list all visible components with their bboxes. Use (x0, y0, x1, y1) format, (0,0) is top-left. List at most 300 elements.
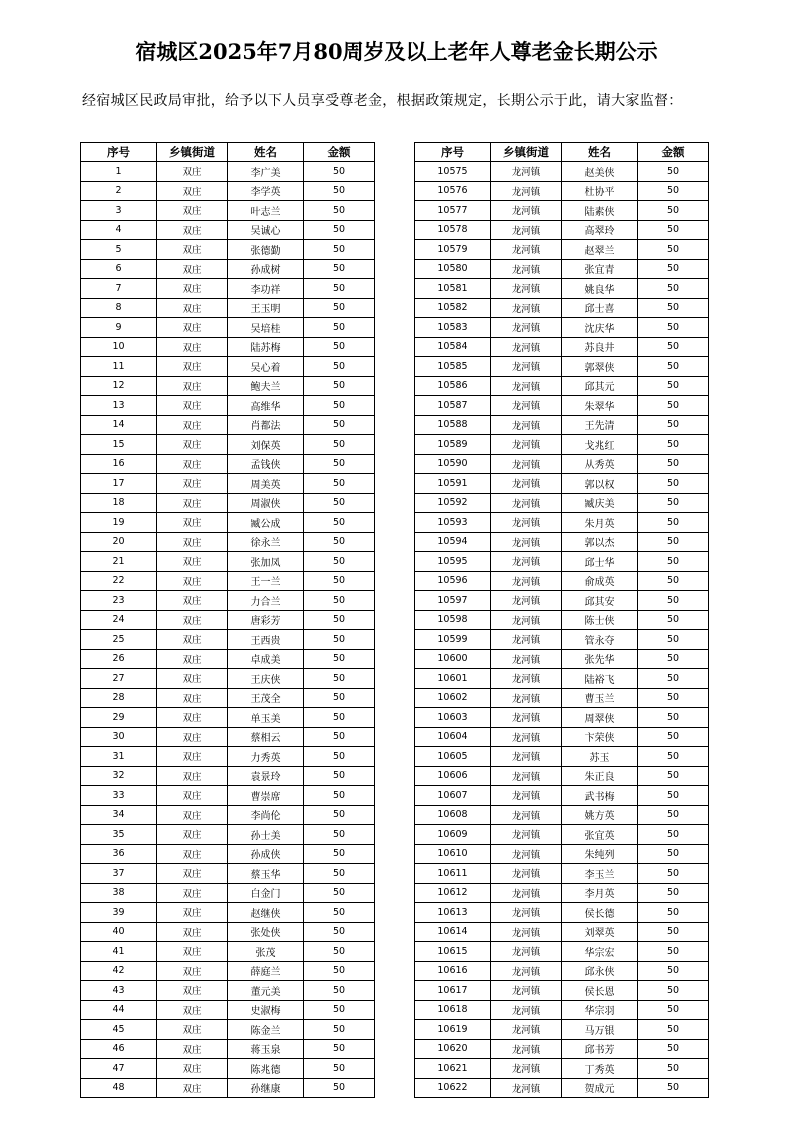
cell-name: 王茂全 (228, 688, 304, 708)
cell-serial: 10590 (415, 454, 491, 474)
table-row (415, 396, 709, 416)
table-row (81, 552, 375, 572)
cell-amount: 50 (638, 649, 709, 669)
cell-amount: 50 (304, 357, 375, 377)
cell-serial: 13 (81, 396, 157, 416)
cell-serial: 10578 (415, 220, 491, 240)
cell-town: 龙河镇 (491, 1000, 562, 1020)
cell-serial: 10599 (415, 630, 491, 650)
table-row (415, 864, 709, 884)
cell-town: 龙河镇 (491, 513, 562, 533)
cell-town: 龙河镇 (491, 864, 562, 884)
cell-town: 龙河镇 (491, 688, 562, 708)
cell-name: 武书梅 (562, 786, 638, 806)
cell-name: 唐彩芳 (228, 610, 304, 630)
table-row (415, 357, 709, 377)
cell-amount: 50 (638, 474, 709, 494)
cell-name: 李月英 (562, 883, 638, 903)
cell-amount: 50 (638, 1078, 709, 1098)
table-row (415, 513, 709, 533)
cell-name: 臧公成 (228, 513, 304, 533)
cell-town: 龙河镇 (491, 357, 562, 377)
table-row (415, 181, 709, 201)
cell-name: 周淑侠 (228, 493, 304, 513)
table-row (415, 1078, 709, 1098)
table-row (415, 376, 709, 396)
table-row (415, 162, 709, 182)
table-row (81, 571, 375, 591)
cell-name: 侯长德 (562, 903, 638, 923)
table-row (81, 1078, 375, 1098)
cell-amount: 50 (304, 493, 375, 513)
cell-serial: 7 (81, 279, 157, 299)
cell-amount: 50 (638, 864, 709, 884)
cell-amount: 50 (638, 903, 709, 923)
table-row (81, 591, 375, 611)
cell-amount: 50 (304, 825, 375, 845)
cell-town: 双庄 (157, 961, 228, 981)
header-name: 姓名 (228, 143, 304, 162)
cell-town: 龙河镇 (491, 669, 562, 689)
cell-name: 白金门 (228, 883, 304, 903)
cell-town: 双庄 (157, 181, 228, 201)
cell-serial: 10595 (415, 552, 491, 572)
table-row (415, 630, 709, 650)
cell-serial: 10588 (415, 415, 491, 435)
cell-amount: 50 (638, 454, 709, 474)
cell-town: 龙河镇 (491, 591, 562, 611)
cell-town: 双庄 (157, 201, 228, 221)
table-row (415, 571, 709, 591)
cell-town: 双庄 (157, 805, 228, 825)
cell-town: 龙河镇 (491, 318, 562, 338)
cell-amount: 50 (304, 922, 375, 942)
cell-serial: 10586 (415, 376, 491, 396)
cell-town: 双庄 (157, 552, 228, 572)
cell-amount: 50 (304, 591, 375, 611)
cell-name: 王庆侠 (228, 669, 304, 689)
cell-town: 双庄 (157, 357, 228, 377)
cell-amount: 50 (638, 747, 709, 767)
cell-town: 龙河镇 (491, 552, 562, 572)
table-header-row (81, 143, 375, 162)
cell-name: 沈庆华 (562, 318, 638, 338)
cell-serial: 10592 (415, 493, 491, 513)
cell-amount: 50 (638, 298, 709, 318)
cell-town: 双庄 (157, 435, 228, 455)
table-row (81, 220, 375, 240)
cell-name: 蔡相云 (228, 727, 304, 747)
page-title: 宿城区2025年7月80周岁及以上老年人尊老金长期公示 (135, 39, 658, 64)
table-row (81, 1020, 375, 1040)
cell-amount: 50 (638, 532, 709, 552)
cell-name: 邱士华 (562, 552, 638, 572)
table-row (81, 474, 375, 494)
cell-serial: 10620 (415, 1039, 491, 1059)
table-header-row (415, 143, 709, 162)
cell-serial: 40 (81, 922, 157, 942)
cell-amount: 50 (638, 825, 709, 845)
table-row (415, 532, 709, 552)
cell-serial: 15 (81, 435, 157, 455)
cell-serial: 17 (81, 474, 157, 494)
cell-amount: 50 (304, 961, 375, 981)
cell-serial: 10608 (415, 805, 491, 825)
table-row (81, 864, 375, 884)
table-row (415, 786, 709, 806)
cell-town: 龙河镇 (491, 649, 562, 669)
cell-town: 龙河镇 (491, 1039, 562, 1059)
cell-serial: 28 (81, 688, 157, 708)
cell-name: 张茂 (228, 942, 304, 962)
cell-amount: 50 (638, 981, 709, 1001)
table-row (81, 1039, 375, 1059)
cell-amount: 50 (638, 1000, 709, 1020)
table-row (415, 259, 709, 279)
table-row (415, 1059, 709, 1079)
header-serial: 序号 (415, 143, 491, 162)
cell-amount: 50 (638, 727, 709, 747)
cell-amount: 50 (638, 1059, 709, 1079)
cell-town: 龙河镇 (491, 1078, 562, 1098)
cell-town: 龙河镇 (491, 474, 562, 494)
cell-name: 朱翠华 (562, 396, 638, 416)
table-row (415, 279, 709, 299)
cell-amount: 50 (638, 415, 709, 435)
cell-serial: 2 (81, 181, 157, 201)
cell-name: 陆苏梅 (228, 337, 304, 357)
table-row (81, 279, 375, 299)
cell-name: 孟钱侠 (228, 454, 304, 474)
cell-serial: 10576 (415, 181, 491, 201)
cell-name: 赵继侠 (228, 903, 304, 923)
cell-serial: 44 (81, 1000, 157, 1020)
cell-name: 卞荣侠 (562, 727, 638, 747)
cell-serial: 10618 (415, 1000, 491, 1020)
table-row (81, 649, 375, 669)
cell-serial: 10582 (415, 298, 491, 318)
table-row (81, 1059, 375, 1079)
cell-town: 双庄 (157, 415, 228, 435)
table-row (81, 493, 375, 513)
cell-town: 双庄 (157, 727, 228, 747)
table-row (81, 727, 375, 747)
cell-amount: 50 (638, 357, 709, 377)
cell-serial: 10604 (415, 727, 491, 747)
table-row (81, 942, 375, 962)
cell-serial: 20 (81, 532, 157, 552)
cell-amount: 50 (304, 981, 375, 1001)
cell-name: 华宗宏 (562, 942, 638, 962)
table-row (81, 708, 375, 728)
cell-town: 双庄 (157, 786, 228, 806)
cell-town: 龙河镇 (491, 532, 562, 552)
header-town: 乡镇街道 (491, 143, 562, 162)
cell-town: 双庄 (157, 610, 228, 630)
cell-name: 张先华 (562, 649, 638, 669)
cell-serial: 14 (81, 415, 157, 435)
cell-amount: 50 (638, 805, 709, 825)
cell-serial: 23 (81, 591, 157, 611)
cell-serial: 34 (81, 805, 157, 825)
table-row (415, 825, 709, 845)
table-row (81, 318, 375, 338)
cell-name: 史淑梅 (228, 1000, 304, 1020)
cell-amount: 50 (638, 1020, 709, 1040)
cell-serial: 8 (81, 298, 157, 318)
cell-name: 力合兰 (228, 591, 304, 611)
cell-name: 王玉明 (228, 298, 304, 318)
cell-serial: 39 (81, 903, 157, 923)
cell-amount: 50 (304, 376, 375, 396)
cell-amount: 50 (304, 1059, 375, 1079)
cell-serial: 10598 (415, 610, 491, 630)
cell-name: 吴心着 (228, 357, 304, 377)
cell-town: 双庄 (157, 220, 228, 240)
cell-amount: 50 (304, 766, 375, 786)
cell-town: 双庄 (157, 1000, 228, 1020)
table-row (415, 493, 709, 513)
cell-serial: 10622 (415, 1078, 491, 1098)
cell-name: 邱永侠 (562, 961, 638, 981)
cell-serial: 43 (81, 981, 157, 1001)
cell-town: 双庄 (157, 1020, 228, 1040)
cell-name: 王一兰 (228, 571, 304, 591)
table-row (415, 649, 709, 669)
cell-amount: 50 (304, 844, 375, 864)
table-row (81, 162, 375, 182)
cell-amount: 50 (638, 591, 709, 611)
cell-serial: 10584 (415, 337, 491, 357)
cell-town: 双庄 (157, 318, 228, 338)
cell-name: 苏玉 (562, 747, 638, 767)
cell-serial: 10612 (415, 883, 491, 903)
cell-name: 赵美侠 (562, 162, 638, 182)
table-row (81, 357, 375, 377)
table-row (415, 727, 709, 747)
cell-name: 郭翠侠 (562, 357, 638, 377)
cell-town: 双庄 (157, 747, 228, 767)
cell-amount: 50 (304, 610, 375, 630)
cell-amount: 50 (638, 259, 709, 279)
table-row (81, 435, 375, 455)
cell-amount: 50 (304, 903, 375, 923)
cell-town: 双庄 (157, 766, 228, 786)
cell-serial: 10594 (415, 532, 491, 552)
cell-town: 双庄 (157, 513, 228, 533)
cell-town: 龙河镇 (491, 181, 562, 201)
table-row (415, 747, 709, 767)
table-row (415, 922, 709, 942)
cell-town: 双庄 (157, 981, 228, 1001)
table-row (415, 805, 709, 825)
table-row (81, 181, 375, 201)
cell-amount: 50 (304, 162, 375, 182)
table-row (81, 883, 375, 903)
cell-town: 龙河镇 (491, 571, 562, 591)
table-row (81, 610, 375, 630)
cell-town: 龙河镇 (491, 454, 562, 474)
cell-town: 双庄 (157, 298, 228, 318)
cell-town: 双庄 (157, 942, 228, 962)
cell-name: 曹崇席 (228, 786, 304, 806)
table-row (415, 844, 709, 864)
cell-name: 周翠侠 (562, 708, 638, 728)
cell-serial: 11 (81, 357, 157, 377)
cell-town: 龙河镇 (491, 376, 562, 396)
cell-town: 双庄 (157, 454, 228, 474)
table-row (415, 942, 709, 962)
cell-name: 张宜英 (562, 825, 638, 845)
cell-amount: 50 (638, 844, 709, 864)
cell-amount: 50 (638, 883, 709, 903)
cell-town: 龙河镇 (491, 279, 562, 299)
cell-name: 刘翠英 (562, 922, 638, 942)
cell-town: 双庄 (157, 844, 228, 864)
cell-serial: 10606 (415, 766, 491, 786)
cell-serial: 16 (81, 454, 157, 474)
cell-town: 龙河镇 (491, 903, 562, 923)
cell-name: 陈士侠 (562, 610, 638, 630)
cell-town: 双庄 (157, 240, 228, 260)
cell-name: 臧庆美 (562, 493, 638, 513)
table-row (81, 630, 375, 650)
cell-name: 李玉兰 (562, 864, 638, 884)
cell-amount: 50 (304, 1020, 375, 1040)
cell-name: 吴培桂 (228, 318, 304, 338)
roster-table-left (80, 142, 375, 1098)
cell-serial: 10583 (415, 318, 491, 338)
cell-town: 双庄 (157, 669, 228, 689)
cell-amount: 50 (304, 318, 375, 338)
cell-serial: 33 (81, 786, 157, 806)
table-row (81, 1000, 375, 1020)
cell-name: 吴诚心 (228, 220, 304, 240)
cell-name: 张处侠 (228, 922, 304, 942)
cell-amount: 50 (638, 220, 709, 240)
cell-name: 孙成侠 (228, 844, 304, 864)
cell-name: 郭以权 (562, 474, 638, 494)
table-row (81, 903, 375, 923)
table-row (415, 708, 709, 728)
cell-amount: 50 (304, 864, 375, 884)
table-row (81, 415, 375, 435)
cell-serial: 5 (81, 240, 157, 260)
cell-town: 龙河镇 (491, 883, 562, 903)
cell-name: 俞成英 (562, 571, 638, 591)
cell-name: 杜协平 (562, 181, 638, 201)
cell-serial: 42 (81, 961, 157, 981)
cell-serial: 10613 (415, 903, 491, 923)
cell-amount: 50 (304, 435, 375, 455)
cell-town: 双庄 (157, 864, 228, 884)
cell-amount: 50 (638, 786, 709, 806)
cell-name: 蔡玉华 (228, 864, 304, 884)
cell-serial: 30 (81, 727, 157, 747)
cell-town: 双庄 (157, 1059, 228, 1079)
cell-town: 双庄 (157, 688, 228, 708)
cell-name: 苏良井 (562, 337, 638, 357)
cell-town: 双庄 (157, 396, 228, 416)
cell-amount: 50 (638, 630, 709, 650)
cell-amount: 50 (304, 1078, 375, 1098)
cell-serial: 10577 (415, 201, 491, 221)
cell-town: 双庄 (157, 708, 228, 728)
cell-serial: 10611 (415, 864, 491, 884)
cell-serial: 10619 (415, 1020, 491, 1040)
cell-amount: 50 (304, 747, 375, 767)
table-row (81, 240, 375, 260)
header-serial: 序号 (81, 143, 157, 162)
cell-name: 李广美 (228, 162, 304, 182)
cell-serial: 12 (81, 376, 157, 396)
table-row (415, 435, 709, 455)
table-row (81, 688, 375, 708)
cell-serial: 24 (81, 610, 157, 630)
cell-town: 双庄 (157, 630, 228, 650)
table-row (415, 474, 709, 494)
cell-serial: 48 (81, 1078, 157, 1098)
table-row (81, 298, 375, 318)
cell-amount: 50 (638, 766, 709, 786)
table-row (81, 961, 375, 981)
cell-amount: 50 (304, 337, 375, 357)
cell-town: 龙河镇 (491, 610, 562, 630)
cell-name: 陆裕飞 (562, 669, 638, 689)
table-row (415, 318, 709, 338)
cell-name: 戈兆红 (562, 435, 638, 455)
cell-name: 陆素侠 (562, 201, 638, 221)
table-row (81, 747, 375, 767)
cell-town: 龙河镇 (491, 747, 562, 767)
table-row (415, 1020, 709, 1040)
table-row (415, 883, 709, 903)
cell-serial: 36 (81, 844, 157, 864)
cell-serial: 31 (81, 747, 157, 767)
cell-town: 双庄 (157, 493, 228, 513)
cell-amount: 50 (638, 279, 709, 299)
cell-serial: 10591 (415, 474, 491, 494)
cell-amount: 50 (638, 922, 709, 942)
cell-serial: 10593 (415, 513, 491, 533)
cell-amount: 50 (638, 181, 709, 201)
cell-town: 龙河镇 (491, 825, 562, 845)
cell-amount: 50 (304, 708, 375, 728)
table-row (81, 844, 375, 864)
table-row (81, 376, 375, 396)
cell-town: 龙河镇 (491, 961, 562, 981)
intro-paragraph: 经宿城区民政局审批，给予以下人员享受尊老金，根据政策规定，长期公示于此，请大家监督： (82, 93, 683, 109)
cell-name: 薛庭兰 (228, 961, 304, 981)
cell-name: 贺成元 (562, 1078, 638, 1098)
cell-town: 双庄 (157, 591, 228, 611)
cell-name: 肖都法 (228, 415, 304, 435)
cell-name: 邱其元 (562, 376, 638, 396)
cell-amount: 50 (638, 318, 709, 338)
cell-serial: 18 (81, 493, 157, 513)
cell-serial: 25 (81, 630, 157, 650)
cell-serial: 10587 (415, 396, 491, 416)
cell-serial: 41 (81, 942, 157, 962)
cell-name: 蒋玉泉 (228, 1039, 304, 1059)
cell-town: 龙河镇 (491, 259, 562, 279)
cell-town: 双庄 (157, 279, 228, 299)
cell-amount: 50 (304, 513, 375, 533)
cell-amount: 50 (638, 513, 709, 533)
cell-amount: 50 (638, 240, 709, 260)
table-row (81, 454, 375, 474)
cell-serial: 10605 (415, 747, 491, 767)
